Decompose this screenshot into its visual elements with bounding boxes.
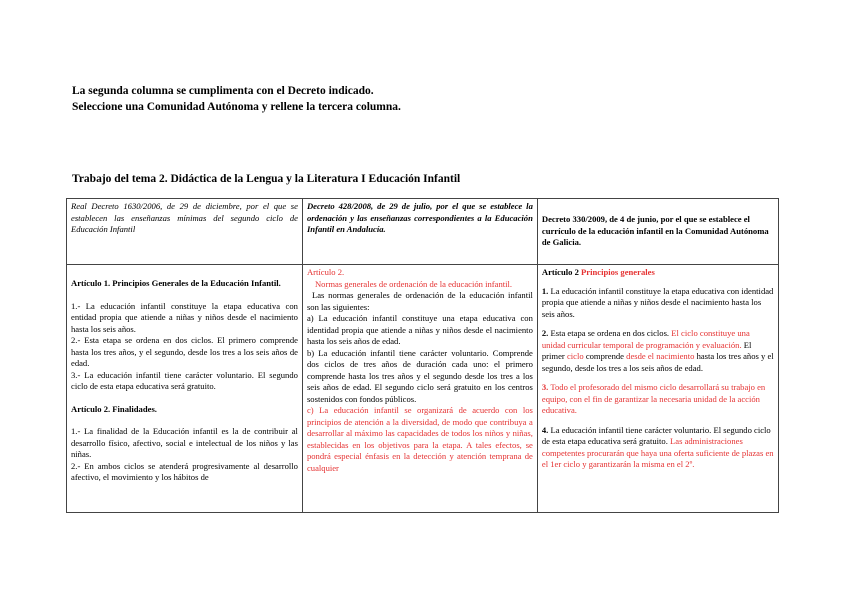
col1-p4: 1.- La finalidad de la Educación infantil es la de contribuir al desarrollo físico, afectivo, social e intelectual de los niños y las niñas. [71, 426, 298, 459]
col3-p2-c: El primer [541, 339, 752, 361]
col1-content [67, 265, 303, 513]
col3-p2-num: 2. [541, 328, 549, 338]
col3-p4-num: 4. [541, 424, 549, 435]
col3-art-heading: Principios generales [581, 267, 655, 277]
col3-p2-a: Esta etapa se ordena en dos ciclos. [550, 328, 670, 338]
col2-item-c: c) La educación infantil se organizará de acuerdo con los principios de atención a la diversidad, de modo que contribuya a desarrollar al máximo las capacidades de todos los niños y niñas, establecidas en los objetivos para la etapa. A tales efectos, se pondrá especial énfasis en la detección y atención temprana de cualquier [306, 405, 533, 473]
col1-p2: 2.- Esta etapa se ordena en dos ciclos. El primero comprende hasta los tres años, y el segundo, desde los tres a los seis años de edad. [71, 335, 298, 368]
col2-art-label: Artículo 2. [306, 267, 345, 277]
header-row [67, 199, 779, 265]
col3-p2-e: comprende [585, 351, 624, 361]
col2-item-b: b) La educación infantil tiene carácter voluntario. Comprende dos ciclos de tres años de duración cada uno: el primero comprende hasta los tres años y el segundo desde los tres a los seis años de edad. El segundo ciclo será gratuito en los centros sostenidos con fondos públicos. [306, 347, 533, 404]
instruction-line: Seleccione una Comunidad Autónoma y rellene la tercera columna. [72, 100, 401, 113]
col3-p2-f: desde el nacimiento [626, 351, 695, 361]
col2-content [302, 265, 537, 513]
col2-heading: Normas generales de ordenación de la educación infantil. [314, 278, 513, 289]
content-row [67, 265, 779, 513]
col3-art-label: Artículo 2 [541, 267, 579, 277]
col3-p4-b: Las administraciones competentes procurarán que haya una oferta suficiente de plazas en el 1er ciclo y garantizarán la misma en el 2º. [541, 436, 774, 469]
col3-p1-num: 1. [541, 285, 549, 296]
col1-art2-title: Artículo 2. Finalidades. [71, 403, 157, 414]
header-col3: Decreto 330/2009, de 4 de junio, por el que se establece el currículo de la educación infantil en la Comunidad Autónoma de Galicia. [537, 199, 778, 265]
col3-content [537, 265, 778, 513]
header-col1: Real Decreto 1630/2006, de 29 de diciembre, por el que se establecen las enseñanzas mínimas del segundo ciclo de Educación Infantil [67, 199, 303, 265]
col1-art1-title: Artículo 1. Principios Generales de la Educación Infantil. [71, 278, 281, 288]
col3-p3: Todo el profesorado del mismo ciclo desarrollará su trabajo en equipo, con el fin de garantizar la necesaria unidad de la acción educativa. [541, 382, 766, 415]
col1-p5: 2.- En ambos ciclos se atenderá progresivamente al desarrollo afectivo, el movimiento y los hábitos de [71, 460, 298, 482]
col3-p4-a: La educación infantil tiene carácter voluntario. El segundo ciclo de esta etapa educativa será gratuito. [541, 424, 771, 446]
instruction-line: La segunda columna se cumplimenta con el Decreto indicado. [72, 85, 374, 97]
col3-p2-g: hasta los tres años y el segundo, desde los tres a los seis años de edad. [541, 351, 774, 373]
comparison-table [66, 198, 779, 513]
col3-p2-d: ciclo [566, 351, 584, 361]
col1-p3: 3.- La educación infantil tiene carácter voluntario. El segundo ciclo de esta etapa educativa será gratuito. [71, 369, 298, 391]
col3-p3-num: 3. [541, 382, 549, 392]
instructions [72, 84, 401, 115]
col2-item-a: a) La educación infantil constituye una etapa educativa con identidad propia que atiende a niñas y niños desde el nacimiento hasta los seis años de edad. [306, 313, 533, 346]
header-col2: Decreto 428/2008, de 29 de julio, por el que se establece la ordenación y las enseñanzas correspondientes a la Educación Infantil en Andalucía. [302, 199, 537, 265]
page-title: Trabajo del tema 2. Didáctica de la Lengua y la Literatura I Educación Infantil [72, 173, 461, 185]
col3-p1: La educación infantil constituye la etapa educativa con identidad propia que atiende a niñas y niños desde el nacimiento hasta los seis años. [541, 285, 774, 319]
col2-intro: Las normas generales de ordenación de la educación infantil son las siguientes: [306, 290, 533, 312]
col1-p1: 1.- La educación infantil constituye la etapa educativa con entidad propia que atiende a niñas y niños desde el nacimiento hasta los seis años. [71, 300, 298, 334]
col3-p2-b: El ciclo constituye una unidad curricular temporal de programación y evaluación. [541, 328, 750, 350]
